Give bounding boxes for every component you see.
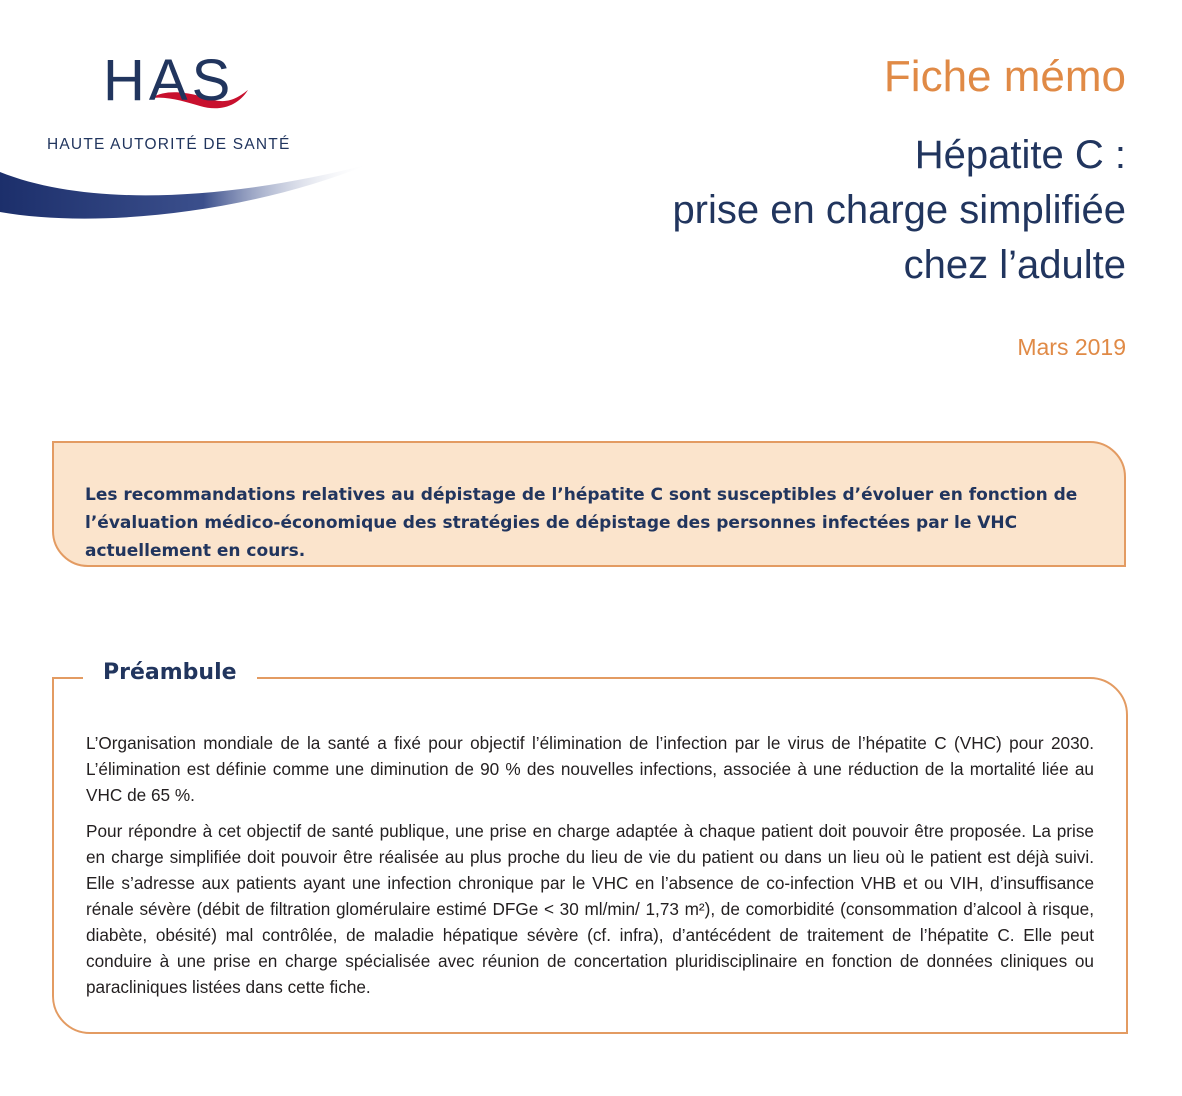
doc-type-heading: Fiche mémo xyxy=(883,52,1126,101)
preamble-paragraph: Pour répondre à cet objectif de santé publique, une prise en charge adaptée à chaque patient doit pouvoir être proposée. La prise en charge simplifiée doit pouvoir être réalisée au plus proche du lieu de vie du patient ou dans un lieu où le patient est déjà suivi. Elle s’adresse aux patients ayant une infection chronique par le VHC en l’absence de co-infection VHB et ou VIH, d’insuffisance rénale sévère (débit de filtration glomérulaire estimé DFGe < 30 ml/min/ 1,73 m²), de comorbidité (consommation d’alcool à risque, diabète, obésité) mal contrôlée, de maladie hépatique sévère (cf. infra), d’antécédent de traitement de l’hépatite C. Elle peut conduire à une prise en charge spécialisée avec réunion de concertation pluridisciplinaire en fonction de données cliniques ou paracliniques listées dans cette fiche. xyxy=(86,821,1094,997)
doc-title-line: Hépatite C : xyxy=(914,133,1126,177)
doc-date: Mars 2019 xyxy=(1017,334,1126,360)
preamble-body xyxy=(86,730,1094,1010)
doc-title-line: prise en charge simplifiée xyxy=(672,188,1126,232)
notice-box xyxy=(52,441,1126,567)
has-wordmark: HAS xyxy=(103,48,235,113)
preamble-title: Préambule xyxy=(83,660,257,685)
preamble-paragraph: L’Organisation mondiale de la santé a fixé pour objectif l’élimination de l’infection par le virus de l’hépatite C (VHC) pour 2030. L’élimination est définie comme une diminution de 90 % des nouvelles infections, associée à une réduction de la mortalité liée au VHC de 65 %. xyxy=(86,733,1094,805)
doc-title-line: chez l’adulte xyxy=(903,243,1126,287)
has-logo xyxy=(0,40,380,230)
doc-title xyxy=(672,128,1126,293)
has-subtitle: HAUTE AUTORITÉ DE SANTÉ xyxy=(47,136,291,153)
notice-text: Les recommandations relatives au dépistage de l’hépatite C sont susceptibles d’évoluer en fonction de l’évaluation médico-économique des stratégies de dépistage des personnes infectées par le VHC actuellement en cours. xyxy=(85,485,1078,561)
